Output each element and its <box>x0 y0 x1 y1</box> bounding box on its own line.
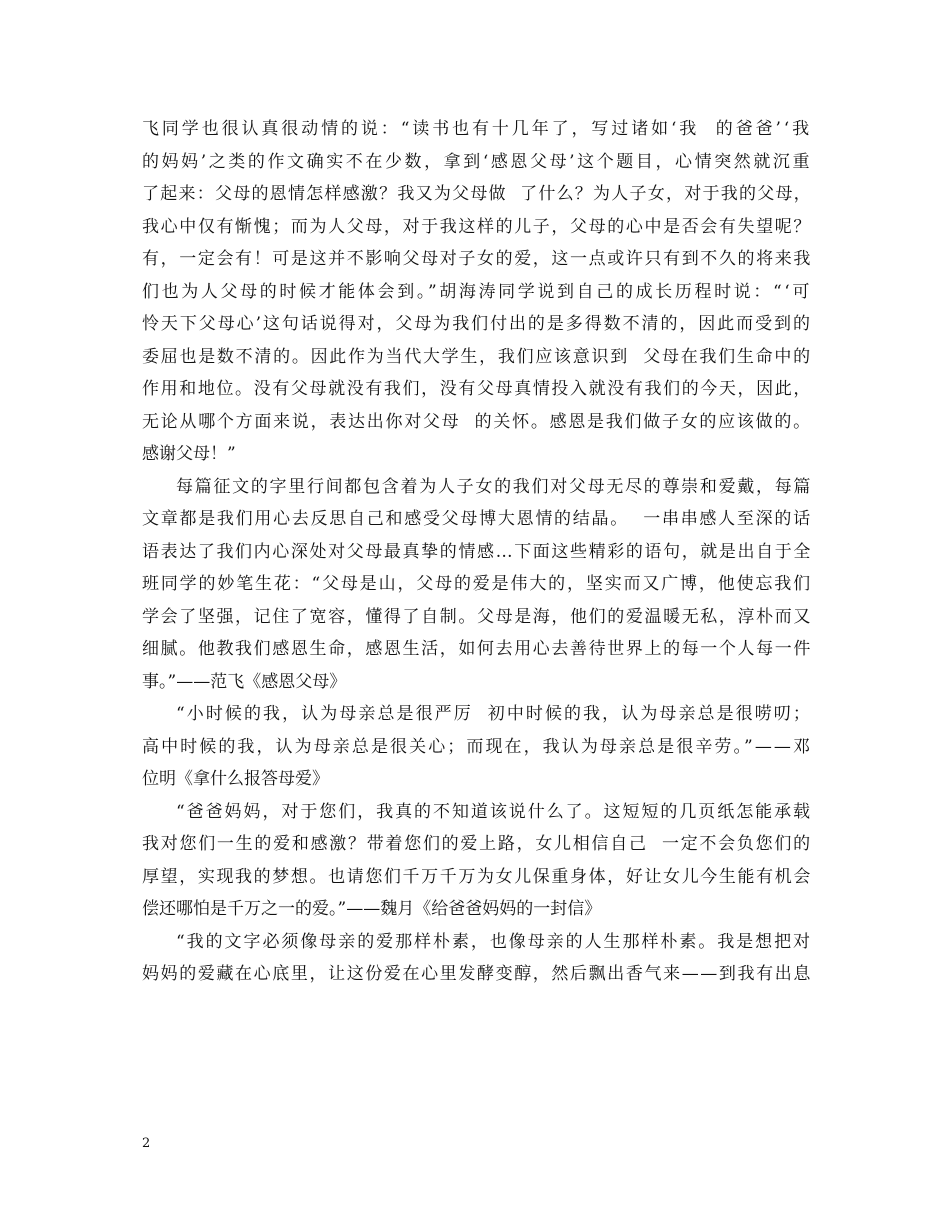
text-line: 的妈妈’之类的作文确实不在少数，拿到‘感恩父母’这个题目，心情突然就沉重 <box>142 151 812 172</box>
text-line: 妈妈的爱藏在心底里，让这份爱在心里发酵变醇，然后飘出香气来——到我有出息 <box>142 964 812 984</box>
text-line: 每篇征文的字里行间都包含着为人子女的我们对父母无尽的尊崇和爱戴，每篇 <box>176 476 812 497</box>
text-line: 偿还哪怕是千万之一的爱。”——魏月《给爸爸妈妈的一封信》 <box>142 899 602 919</box>
text-line: 作用和地位。没有父母就没有我们，没有父母真情投入就没有我们的今天，因此， <box>142 379 812 399</box>
text-line: “爸爸妈妈，对于您们，我真的不知道该说什么了。这短短的几页纸怎能承载 <box>176 801 812 822</box>
body-text <box>142 113 812 991</box>
page-number: 2 <box>142 1136 151 1151</box>
text-line: 语表达了我们内心深处对父母最真挚的情感…下面这些精彩的语句，就是出自于全 <box>142 541 812 562</box>
text-line: 细腻。他教我们感恩生命，感恩生活，如何去用心去善待世界上的每一个人每一件 <box>142 639 812 659</box>
text-line: 了起来：父母的恩情怎样感激？我又为父母做 了什么？为人子女，对于我的父母， <box>142 184 812 204</box>
text-line: “我的文字必须像母亲的爱那样朴素，也像母亲的人生那样朴素。我是想把对 <box>176 931 812 952</box>
text-line: 有，一定会有！可是这并不影响父母对子女的爱，这一点或许只有到不久的将来我 <box>142 249 812 269</box>
text-line: 无论从哪个方面来说，表达出你对父母 的关怀。感恩是我们做子女的应该做的。 <box>142 411 812 432</box>
text-line: 班同学的妙笔生花：“父母是山，父母的爱是伟大的，坚实而又广博，他使忘我们 <box>142 574 812 594</box>
text-line: 学会了坚强，记住了宽容，懂得了自制。父母是海，他们的爱温暖无私，淳朴而又 <box>142 606 812 627</box>
text-line: 怜天下父母心’这句话说得对，父母为我们付出的是多得数不清的，因此而受到的 <box>142 314 812 334</box>
text-line: 飞同学也很认真很动情的说：“读书也有十几年了，写过诸如‘我 的爸爸’‘我 <box>142 119 812 139</box>
text-line: 我心中仅有惭愧；而为人父母，对于我这样的儿子，父母的心中是否会有失望呢？ <box>142 216 812 237</box>
text-line: 感谢父母！” <box>142 444 236 464</box>
text-line: 们也为人父母的时候才能体会到。”胡海涛同学说到自己的成长历程时说：“‘可 <box>142 281 812 302</box>
text-line: 委屈也是数不清的。因此作为当代大学生，我们应该意识到 父母在我们生命中的 <box>142 346 812 367</box>
text-line: 位明《拿什么报答母爱》 <box>142 769 329 789</box>
text-line: 厚望，实现我的梦想。也请您们千万千万为女儿保重身体，好让女儿今生能有机会 <box>142 866 812 887</box>
text-line: 高中时候的我，认为母亲总是很关心；而现在，我认为母亲总是很辛劳。”——邓 <box>142 736 812 757</box>
text-line: 事。”——范飞《感恩父母》 <box>142 671 347 692</box>
text-line: 文章都是我们用心去反思自己和感受父母博大恩情的结晶。 一串串感人至深的话 <box>142 509 812 529</box>
text-line: “小时候的我，认为母亲总是很严厉 初中时候的我，认为母亲总是很唠叨； <box>176 704 812 724</box>
text-line: 我对您们一生的爱和感激？带着您们的爱上路，女儿相信自己 一定不会负您们的 <box>142 834 812 854</box>
